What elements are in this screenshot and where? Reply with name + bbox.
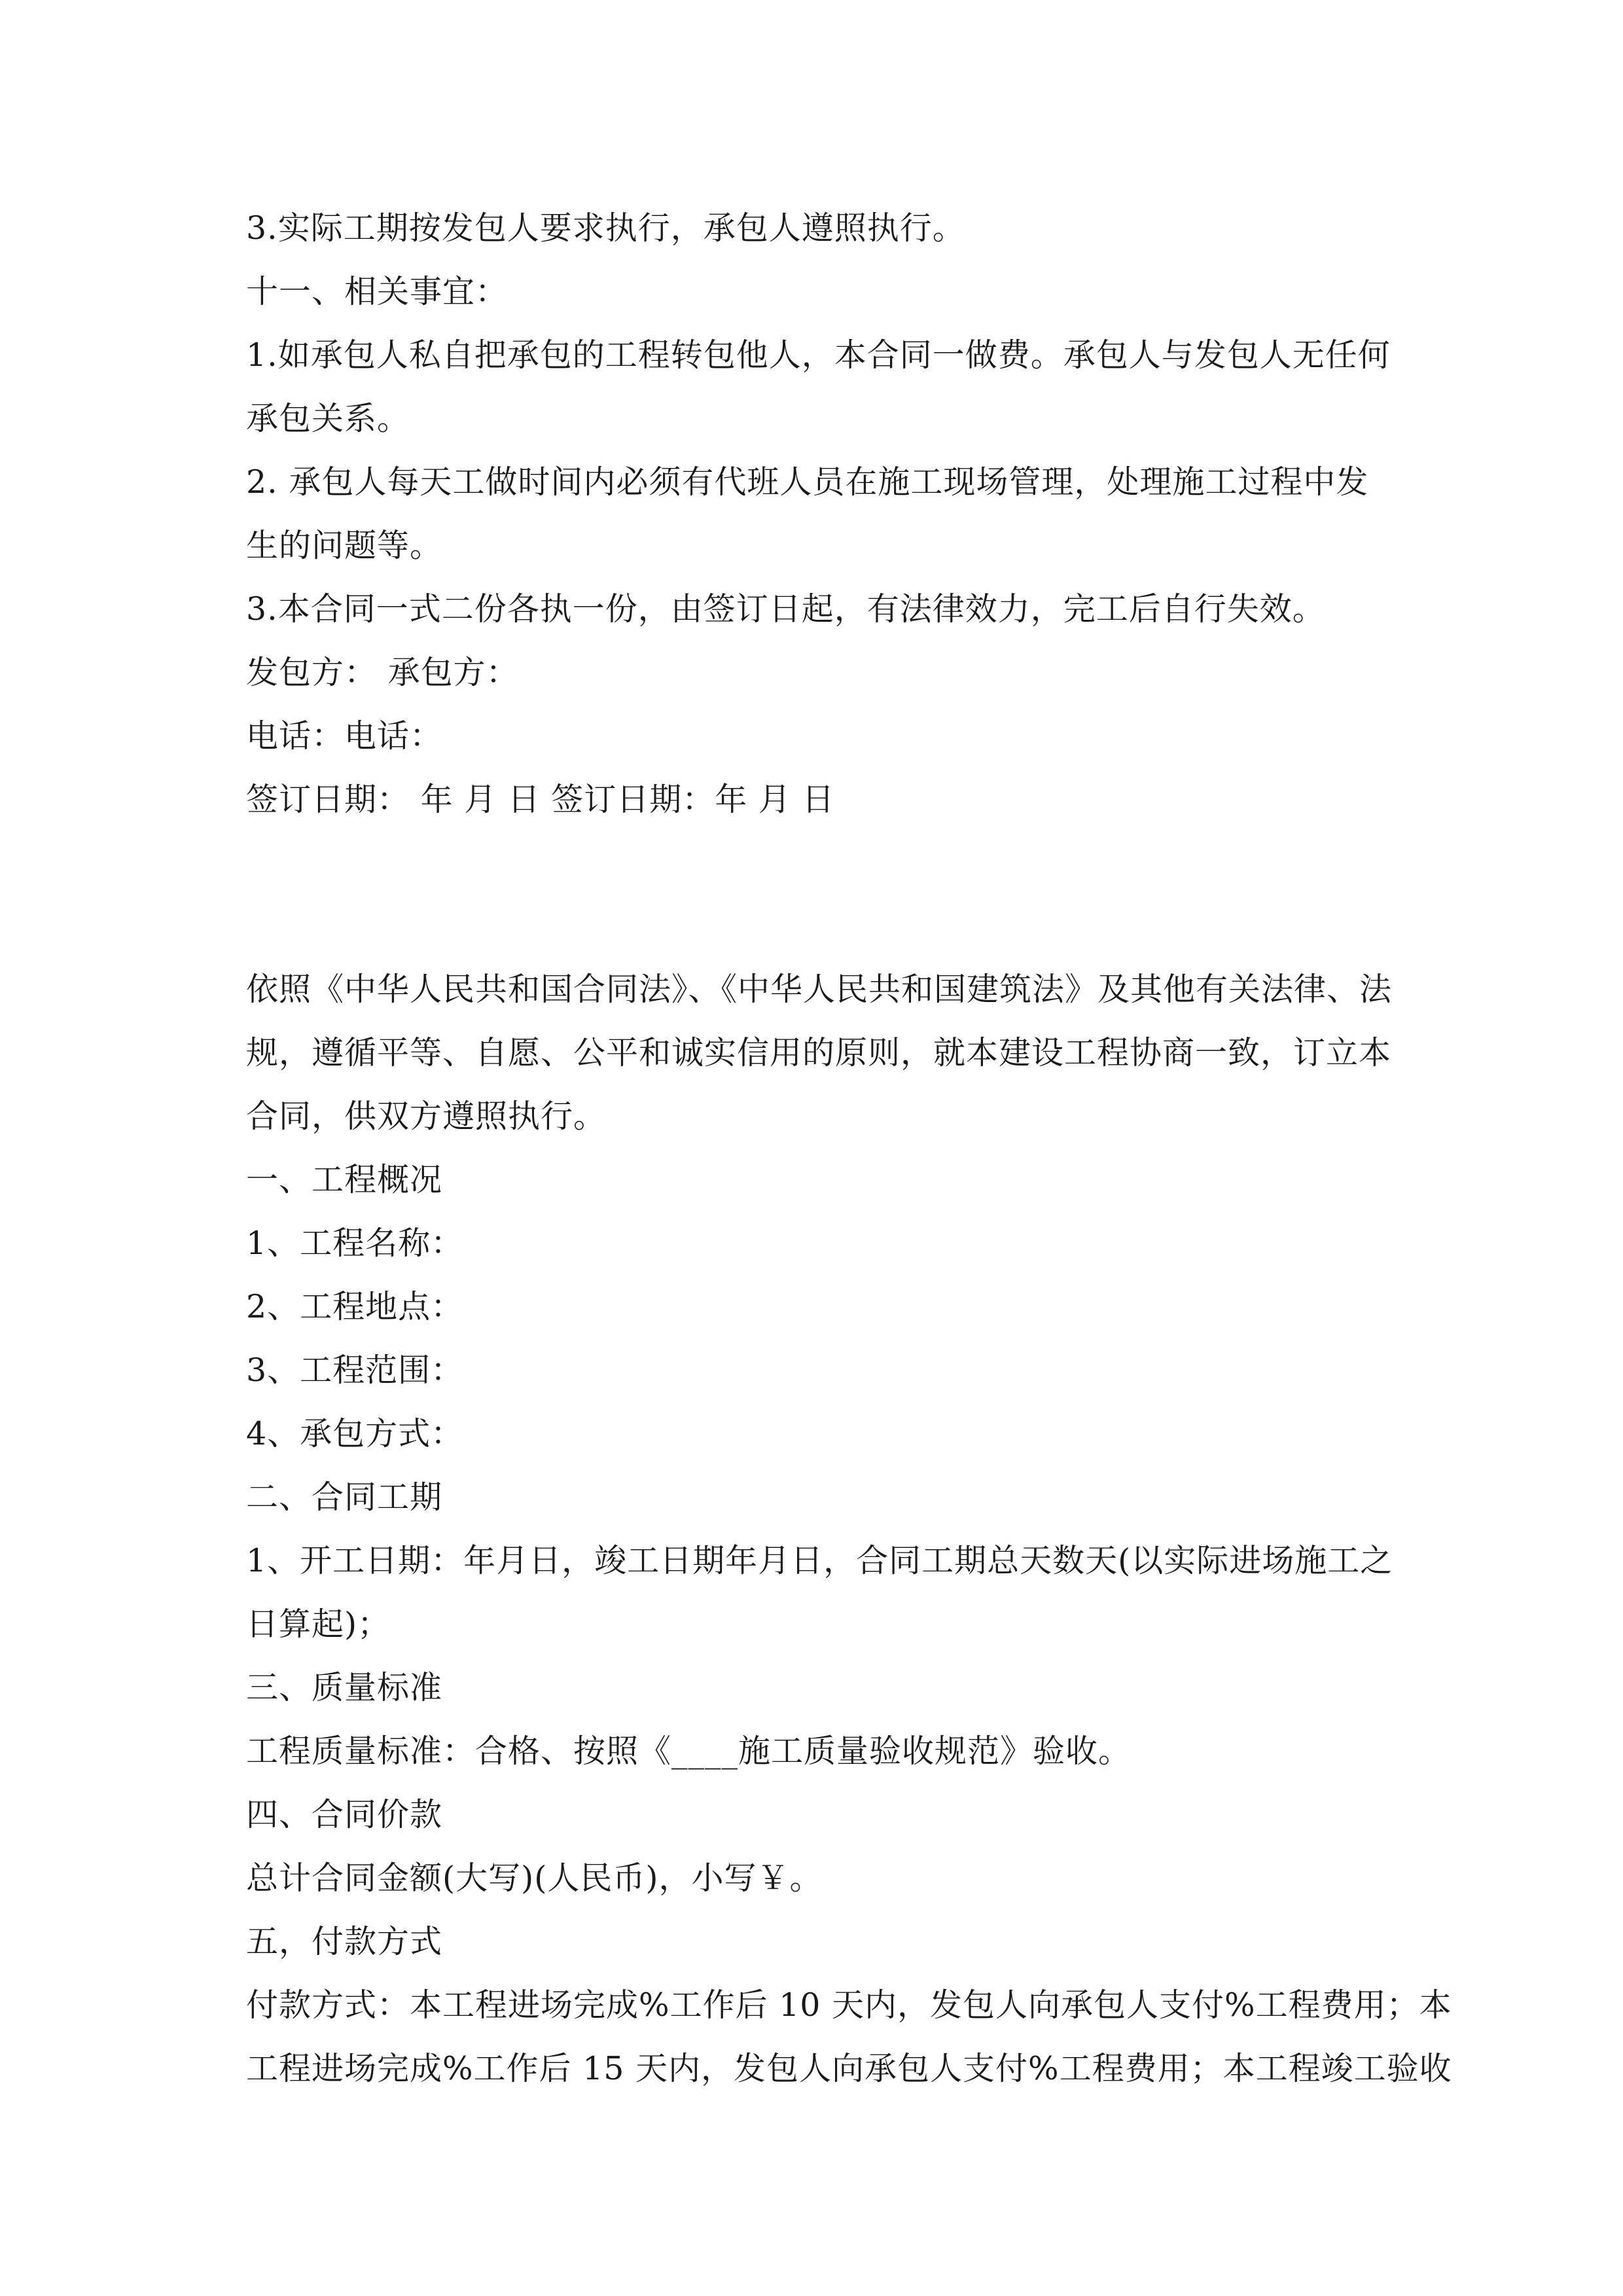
section-heading: 五，付款方式	[246, 1923, 443, 1960]
section-heading: 二、合同工期	[246, 1479, 443, 1516]
text-line: 日算起)；	[246, 1605, 391, 1643]
section-heading: 十一、相关事宜：	[246, 273, 508, 310]
contract-terms-section	[246, 196, 1391, 831]
field-line: 2、工程地点：	[246, 1288, 464, 1325]
text-line: 合同，供双方遵照执行。	[246, 1098, 607, 1135]
party-signature-line: 发包方： 承包方：	[246, 654, 519, 691]
text-line: 2. 承包人每天工做时间内必须有代班人员在施工现场管理，处理施工过程中发	[246, 463, 1369, 501]
text-line: 工程质量标准：合格、按照《____施工质量验收规范》验收。	[246, 1732, 1132, 1770]
text-line: 生的问题等。	[246, 527, 443, 564]
phone-line: 电话：电话：	[246, 717, 443, 755]
text-line: 3.实际工期按发包人要求执行，承包人遵照执行。	[246, 209, 965, 247]
signing-date-line: 签订日期： 年 月 日 签订日期：年 月 日	[246, 781, 835, 818]
field-line: 1、工程名称：	[246, 1225, 464, 1262]
text-line: 承包关系。	[246, 400, 410, 437]
text-line: 总计合同金额(大写)(人民币)，小写￥。	[246, 1859, 823, 1897]
text-line: 1、开工日期：年月日，竣工日期年月日，合同工期总天数天(以实际进场施工之	[246, 1542, 1393, 1579]
document-body	[246, 196, 1452, 2100]
text-line: 规，遵循平等、自愿、公平和诚实信用的原则，就本建设工程协商一致，订立本	[246, 1034, 1392, 1071]
section-heading: 四、合同价款	[246, 1796, 443, 1833]
section-heading: 三、质量标准	[246, 1669, 443, 1706]
text-line: 1.如承包人私自把承包的工程转包他人，本合同一做费。承包人与发包人无任何	[246, 336, 1391, 374]
contract-body-section	[246, 958, 1452, 2100]
text-line: 付款方式：本工程进场完成%工作后 10 天内，发包人向承包人支付%工程费用；本	[246, 1986, 1452, 2024]
text-line: 3.本合同一式二份各执一份，由签订日起，有法律效力，完工后自行失效。	[246, 590, 1325, 628]
text-line: 工程进场完成%工作后 15 天内，发包人向承包人支付%工程费用；本工程竣工验收	[246, 2050, 1452, 2087]
section-heading: 一、工程概况	[246, 1161, 443, 1198]
text-line: 依照《中华人民共和国合同法》、《中华人民共和国建筑法》及其他有关法律、法	[246, 971, 1393, 1008]
field-line: 3、工程范围：	[246, 1352, 464, 1389]
section-spacer	[246, 831, 1385, 958]
field-line: 4、承包方式：	[246, 1415, 464, 1452]
